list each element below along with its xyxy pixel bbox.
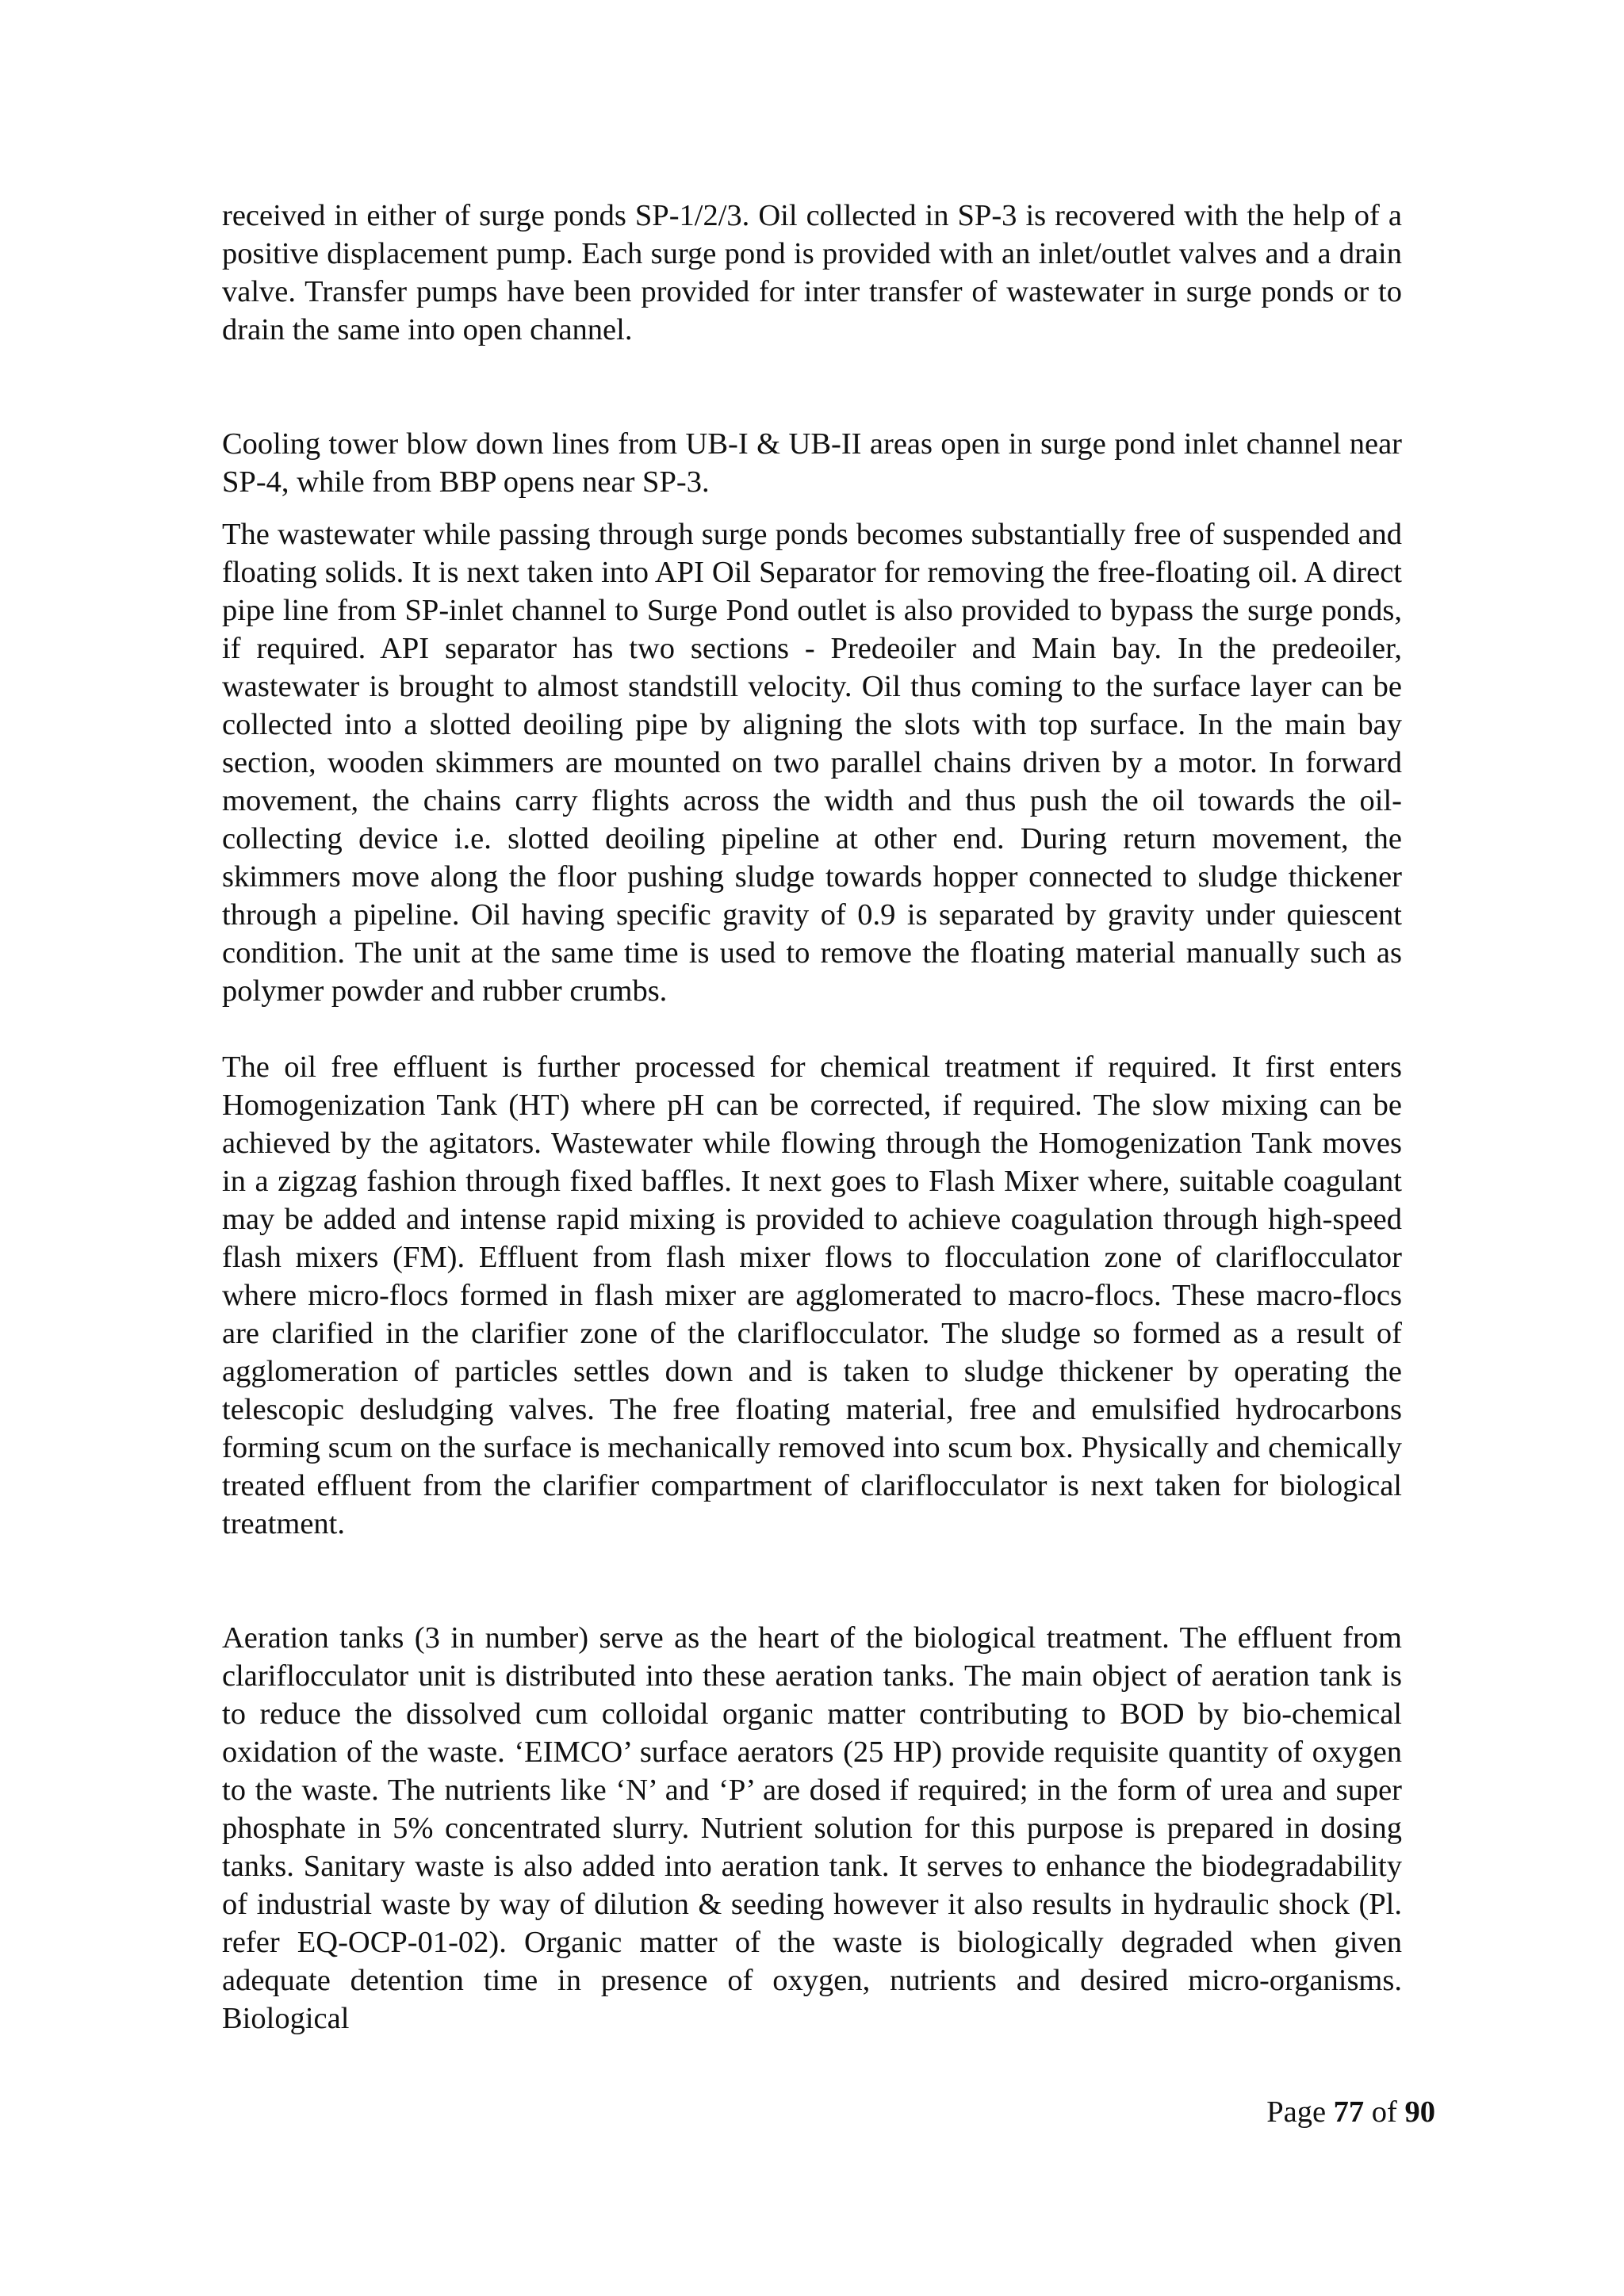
body-text [222,197,1402,2038]
paragraph-chemical-treatment: The oil free effluent is further processed for chemical treatment if required. It first enters Homogenization Tank (HT) where pH can be corrected, if required. The slow mixing can be achieved by the agitators. Wastewater while flowing through the Homogenization Tank moves in a zigzag fashion through fixed baffles. It next goes to Flash Mixer where, suitable coagulant may be added and intense rapid mixing is provided to achieve coagulation through high-speed flash mixers (FM). Effluent from flash mixer flows to flocculation zone of clariflocculator where micro-flocs formed in flash mixer are agglomerated to macro-flocs. These macro-flocs are clarified in the clarifier zone of the clariflocculator. The sludge so formed as a result of agglomeration of particles settles down and is taken to sludge thickener by operating the telescopic desludging valves. The free floating material, free and emulsified hydrocarbons forming scum on the surface is mechanically removed into scum box. Physically and chemically treated effluent from the clarifier compartment of clariflocculator is next taken for biological treatment. [222,1050,1402,1540]
of-word: of [1371,2095,1397,2129]
page-number: 77 [1333,2095,1365,2129]
page-word: Page [1266,2095,1327,2129]
paragraph-aeration-tanks: Aeration tanks (3 in number) serve as the heart of the biological treatment. The effluent from clariflocculator unit is distributed into these aeration tanks. The main object of aeration tank is to reduce the dissolved cum colloidal organic matter contributing to BOD by bio-chemical oxidation of the waste. ‘EIMCO’ surface aerators (25 HP) provide requisite quantity of oxygen to the waste. The nutrients like ‘N’ and ‘P’ are dosed if required; in the form of urea and super phosphate in 5% concentrated slurry. Nutrient solution for this purpose is prepared in dosing tanks. Sanitary waste is also added into aeration tank. It serves to enhance the biodegradability of industrial waste by way of dilution & seeding however it also results in hydraulic shock (Pl. refer EQ-OCP-01-02). Organic matter of the waste is biologically degraded when given adequate detention time in presence of oxygen, nutrients and desired micro-organisms. Biological [222,1621,1402,2035]
page-footer [1266,2093,1435,2131]
total-pages: 90 [1404,2095,1435,2129]
paragraph-api-separator: The wastewater while passing through surge ponds becomes substantially free of suspended and floating solids. It is next taken into API Oil Separator for removing the free-floating oil. A direct pipe line from SP-inlet channel to Surge Pond outlet is also provided to bypass the surge ponds, if required. API separator has two sections - Predeoiler and Main bay. In the predeoiler, wastewater is brought to almost standstill velocity. Oil thus coming to the surface layer can be collected into a slotted deoiling pipe by aligning the slots with top surface. In the main bay section, wooden skimmers are mounted on two parallel chains driven by a motor. In forward movement, the chains carry flights across the width and thus push the oil towards the oil-collecting device i.e. slotted deoiling pipeline at other end. During return movement, the skimmers move along the floor pushing sludge towards hopper connected to sludge thickener through a pipeline. Oil having specific gravity of 0.9 is separated by gravity under quiescent condition. The unit at the same time is used to remove the floating material manually such as polymer powder and rubber crumbs. [222,518,1402,1008]
paragraph-surge-ponds: received in either of surge ponds SP-1/2/3. Oil collected in SP-3 is recovered with the help of a positive displacement pump. Each surge pond is provided with an inlet/outlet valves and a drain valve. Transfer pumps have been provided for inter transfer of wastewater in surge ponds or to drain the same into open channel. [222,199,1402,346]
paragraph-cooling-tower: Cooling tower blow down lines from UB-I & UB-II areas open in surge pond inlet channel near SP-4, while from BBP opens near SP-3. [222,427,1402,499]
